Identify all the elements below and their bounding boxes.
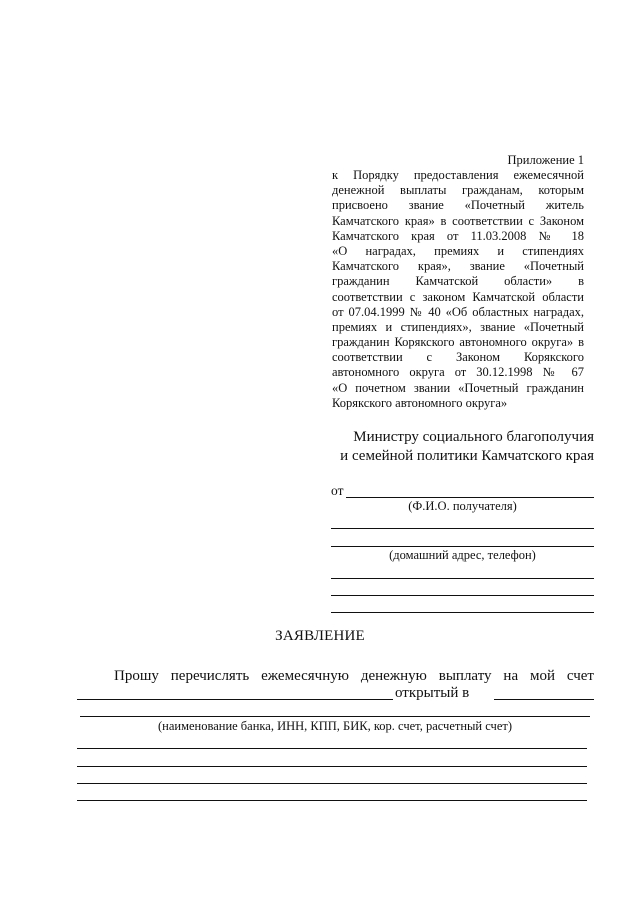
- bank-details-field-line[interactable]: [77, 748, 587, 749]
- recipient-name-caption: (Ф.И.О. получателя): [408, 499, 517, 513]
- bank-details-caption: (наименование банка, ИНН, КПП, БИК, кор. счет, расчетный счет): [157, 719, 513, 733]
- bank-details-field-line[interactable]: [77, 800, 587, 801]
- appendix-line: автономного округа от 30.12.1998 № 67: [332, 365, 584, 380]
- account-number-field[interactable]: [77, 699, 393, 700]
- appendix-heading: Приложение 1: [507, 153, 584, 167]
- address-field-line[interactable]: [331, 595, 594, 596]
- bank-details-field-line[interactable]: [77, 766, 587, 767]
- request-text: Прошу перечислять ежемесячную денежную выплату на мой счет: [114, 668, 594, 684]
- appendix-line: присвоено звание «Почетный житель: [332, 198, 584, 213]
- appendix-line: гражданин Камчатской области» в: [332, 274, 584, 289]
- bank-details-field-line[interactable]: [80, 716, 590, 717]
- recipient-name-field[interactable]: [346, 497, 594, 498]
- appendix-line: денежной выплаты гражданам, которым: [332, 183, 584, 198]
- address-field-line[interactable]: [331, 578, 594, 579]
- appendix-line: от 07.04.1999 № 40 «Об областных наградах,: [332, 304, 584, 319]
- addressee-line: и семейной политики Камчатского края: [340, 448, 594, 464]
- bank-field[interactable]: [494, 699, 594, 700]
- bank-details-field-line[interactable]: [77, 783, 587, 784]
- appendix-reference-text: [332, 168, 584, 411]
- appendix-line: к Порядку предоставления ежемесячной: [332, 168, 584, 182]
- appendix-line: гражданин Корякского автономного округа» в: [332, 335, 584, 350]
- appendix-line: Камчатского края от 11.03.2008 № 18: [332, 228, 584, 243]
- recipient-name-field-line[interactable]: [331, 528, 594, 529]
- addressee-block: [322, 428, 594, 466]
- appendix-line: «О почетном звании «Почетный гражданин: [332, 380, 584, 395]
- address-caption: (домашний адрес, телефон): [389, 548, 536, 562]
- appendix-line: «О наградах, премиях и стипендиях: [332, 243, 584, 258]
- appendix-line: соответствии с законом Камчатской области: [332, 289, 584, 304]
- opened-in-label: открытый в: [395, 685, 470, 701]
- statement-title: ЗАЯВЛЕНИЕ: [275, 628, 365, 644]
- address-field-line[interactable]: [331, 546, 594, 547]
- appendix-line: премиях и стипендиях», звание «Почетный: [332, 319, 584, 334]
- appendix-line: соответствии с Законом Корякского: [332, 350, 584, 365]
- phone-field-line[interactable]: [331, 612, 594, 613]
- appendix-line: Камчатского края» в соответствии с Законом: [332, 213, 584, 228]
- addressee-line: Министру социального благополучия: [353, 429, 594, 445]
- appendix-line: Корякского автономного округа»: [332, 395, 508, 410]
- appendix-line: Камчатского края», звание «Почетный: [332, 259, 584, 274]
- from-label: от: [331, 483, 344, 498]
